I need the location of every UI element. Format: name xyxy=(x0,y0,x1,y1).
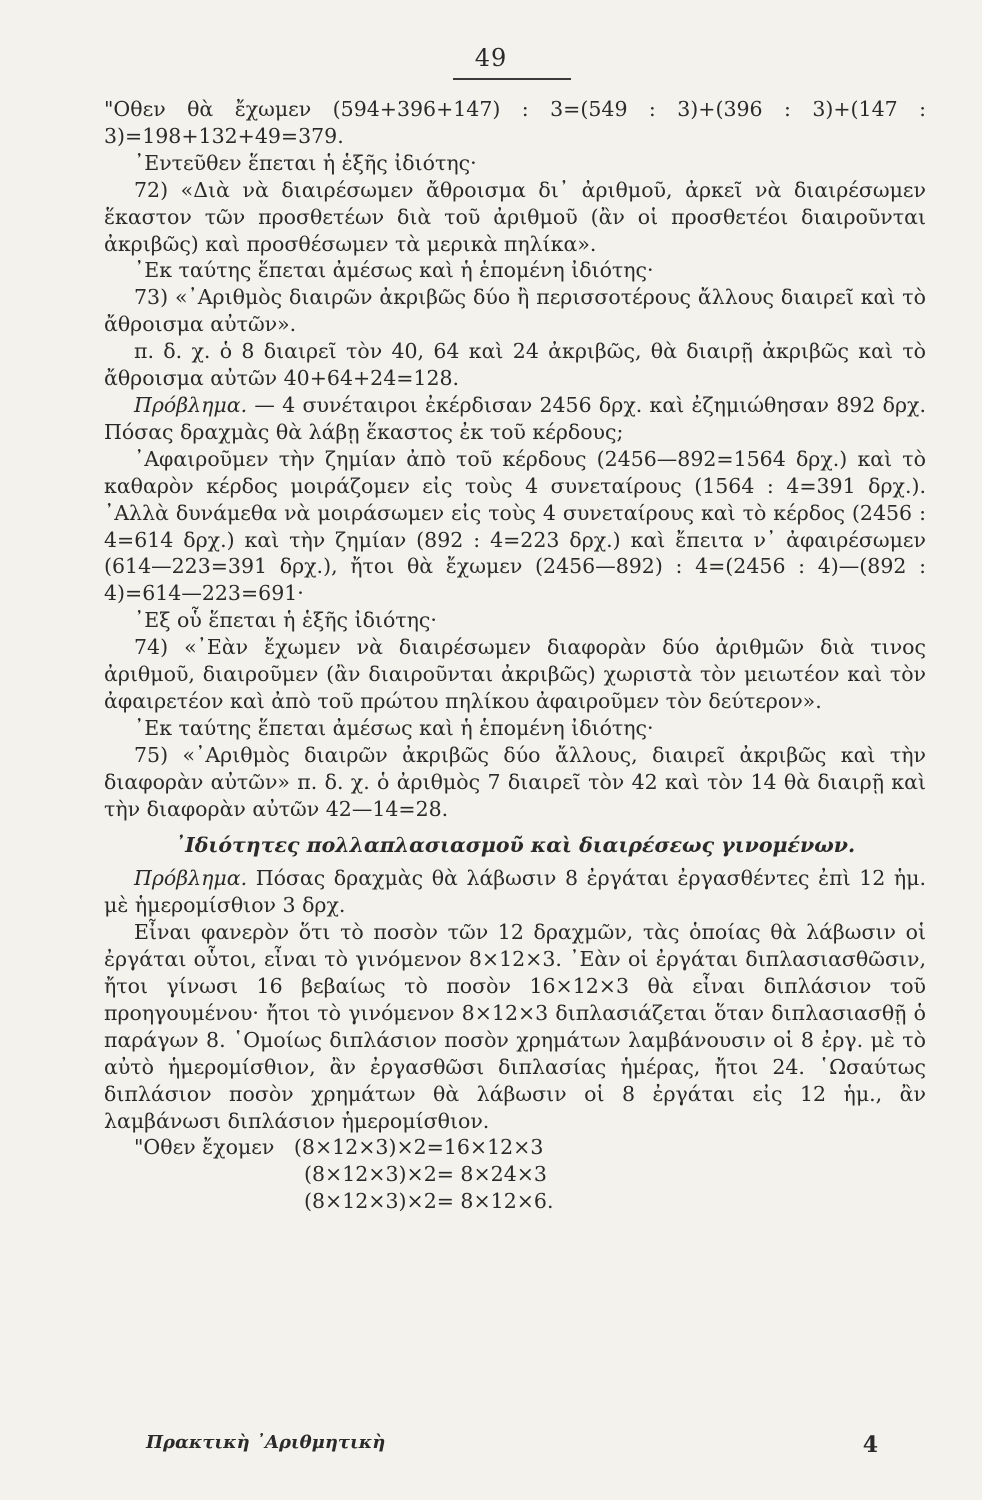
property-72: 72) «Διὰ νὰ διαιρέσωμεν ἄθροισμα δι᾽ ἀριθμοῦ, ἀρκεῖ νὰ διαιρέσωμεν ἕκαστον τῶν προσθετέων διὰ τοῦ ἀριθμοῦ (ἂν οἱ προσθετέοι διαιροῦνται ἀκριβῶς) καὶ προσθέσωμεν τὰ μερικὰ πηλίκα». xyxy=(104,177,926,256)
problem-text: — 4 συνέταιροι ἐκέρδισαν 2456 δρχ. καὶ ἐζημιώθησαν 892 δρχ. Πόσας δραχμὰς θὰ λάβῃ ἕκαστος ἐκ τοῦ κέρδους; xyxy=(104,392,926,444)
equation: (8×12×3)×2= 8×24×3 xyxy=(304,1162,547,1187)
equation-intro: "Οθεν ἔχομεν xyxy=(134,1135,275,1160)
paragraph: ᾽Εκ ταύτης ἕπεται ἀμέσως καὶ ἡ ἑπομένη ἰδιότης· xyxy=(134,258,654,283)
body-text xyxy=(104,96,926,1215)
signature-mark: 4 xyxy=(862,1432,878,1458)
problem-paragraph xyxy=(104,392,926,446)
property-75: 75) «᾽Αριθμὸς διαιρῶν ἀκριβῶς δύο ἄλλους, διαιρεῖ ἀκριβῶς καὶ τὴν διαφορὰν αὐτῶν» π. δ. χ. ὁ ἀριθμὸς 7 διαιρεῖ τὸν 42 καὶ τὸν 14 θὰ διαιρῇ καὶ τὴν διαφορὰν αὐτῶν 42—14=28. xyxy=(104,742,926,821)
paragraph: "Οθεν θὰ ἔχωμεν (594+396+147) : 3=(549 : 3)+(396 : 3)+(147 : 3)=198+132+49=379. xyxy=(104,97,926,148)
problem-label: Πρόβλημα. xyxy=(134,866,248,891)
paragraph: ᾽Αφαιροῦμεν τὴν ζημίαν ἀπὸ τοῦ κέρδους (2456—892=1564 δρχ.) καὶ τὸ καθαρὸν κέρδος μοιράζομεν εἰς τοὺς 4 συνεταίρους (1564 : 4=391 δρχ.). ᾽Αλλὰ δυνάμεθα νὰ μοιράσωμεν εἰς τοὺς 4 συνεταίρους καὶ τὸ κέρδος (2456 : 4=614 δρχ.) καὶ τὴν ζημίαν (892 : 4=223 δρχ.) καὶ ἔπειτα ν᾽ ἀφαιρέσωμεν (614—223=391 δρχ.), ἤτοι θὰ ἔχωμεν (2456—892) : 4=(2456 : 4)—(892 : 4)=614—223=691· xyxy=(104,446,926,606)
section-heading: ᾽Ιδιότητες πολλαπλασιασμοῦ καὶ διαιρέσεως γινομένων. xyxy=(174,833,856,858)
property-74: 74) «᾽Εὰν ἔχωμεν νὰ διαιρέσωμεν διαφορὰν δύο ἀριθμῶν διὰ τινος ἀριθμοῦ, διαιροῦμεν (ἂν διαιροῦνται ἀκριβῶς) χωριστὰ τὸν μειωτέον καὶ τὸν ἀφαιρετέον καὶ ἀπὸ τοῦ πρώτου πηλίκου ἀφαιροῦμεν τὸν δεύτερον». xyxy=(104,635,926,713)
paragraph: π. δ. χ. ὁ 8 διαιρεῖ τὸν 40, 64 καὶ 24 ἀκριβῶς, θὰ διαιρῇ ἀκριβῶς καὶ τὸ ἄθροισμα αὐτῶν 40+64+24=128. xyxy=(104,339,926,391)
problem-label: Πρόβλημα. xyxy=(134,392,248,417)
paragraph: ᾽Εκ ταύτης ἕπεται ἀμέσως καὶ ἡ ἑπομένη ἰδιότης· xyxy=(134,715,654,740)
equation: (8×12×3)×2=16×12×3 xyxy=(293,1135,544,1160)
property-73: 73) «᾽Αριθμὸς διαιρῶν ἀκριβῶς δύο ἢ περισσοτέρους ἄλλους διαιρεῖ καὶ τὸ ἄθροισμα αὐτῶν». xyxy=(104,285,926,337)
equation: (8×12×3)×2= 8×12×6. xyxy=(304,1189,554,1214)
problem-text: Πόσας δραχμὰς θὰ λάβωσιν 8 ἐργάται ἐργασθέντες ἐπὶ 12 ἡμ. μὲ ἡμερομίσθιον 3 δρχ. xyxy=(104,866,926,918)
equation-line xyxy=(104,1134,926,1161)
paragraph: ᾽Εξ οὗ ἕπεται ἡ ἑξῆς ἰδιότης· xyxy=(134,608,437,633)
paragraph: Εἶναι φανερὸν ὅτι τὸ ποσὸν τῶν 12 δραχμῶν, τὰς ὁποίας θὰ λάβωσιν οἱ ἐργάται οὗτοι, εἶναι τὸ γινόμενον 8×12×3. ᾽Εὰν οἱ ἐργάται διπλασιασθῶσιν, ἤτοι γίνωσι 16 βεβαίως τὸ ποσὸν 16×12×3 θὰ εἶναι διπλάσιον τοῦ προηγουμένου· ἤτοι τὸ γινόμενον 8×12×3 διπλασιάζεται ὅταν διπλασιασθῇ ὁ παράγων 8. ῾Ομοίως διπλάσιον ποσὸν χρημάτων λαμβάνουσιν οἱ 8 ἐργ. μὲ τὸ αὐτὸ ἡμερομίσθιον, ἂν ἐργασθῶσι διπλασίας ἡμέρας, ἤτοι 24. ῾Ωσαύτως διπλάσιον ποσὸν χρημάτων θὰ λάβωσιν οἱ 8 ἐργάται εἰς 12 ἡμ., ἂν λαμβάνωσι διπλάσιον ἡμερομίσθιον. xyxy=(104,920,926,1133)
paragraph: ᾽Εντεῦθεν ἕπεται ἡ ἑξῆς ἰδιότης· xyxy=(134,150,477,175)
page-number: 49 xyxy=(474,44,508,72)
footer xyxy=(146,1432,878,1458)
problem-paragraph xyxy=(104,865,926,919)
header-rule xyxy=(453,78,571,80)
footer-title: Πρακτικὴ ᾽Αριθμητικὴ xyxy=(146,1432,386,1453)
